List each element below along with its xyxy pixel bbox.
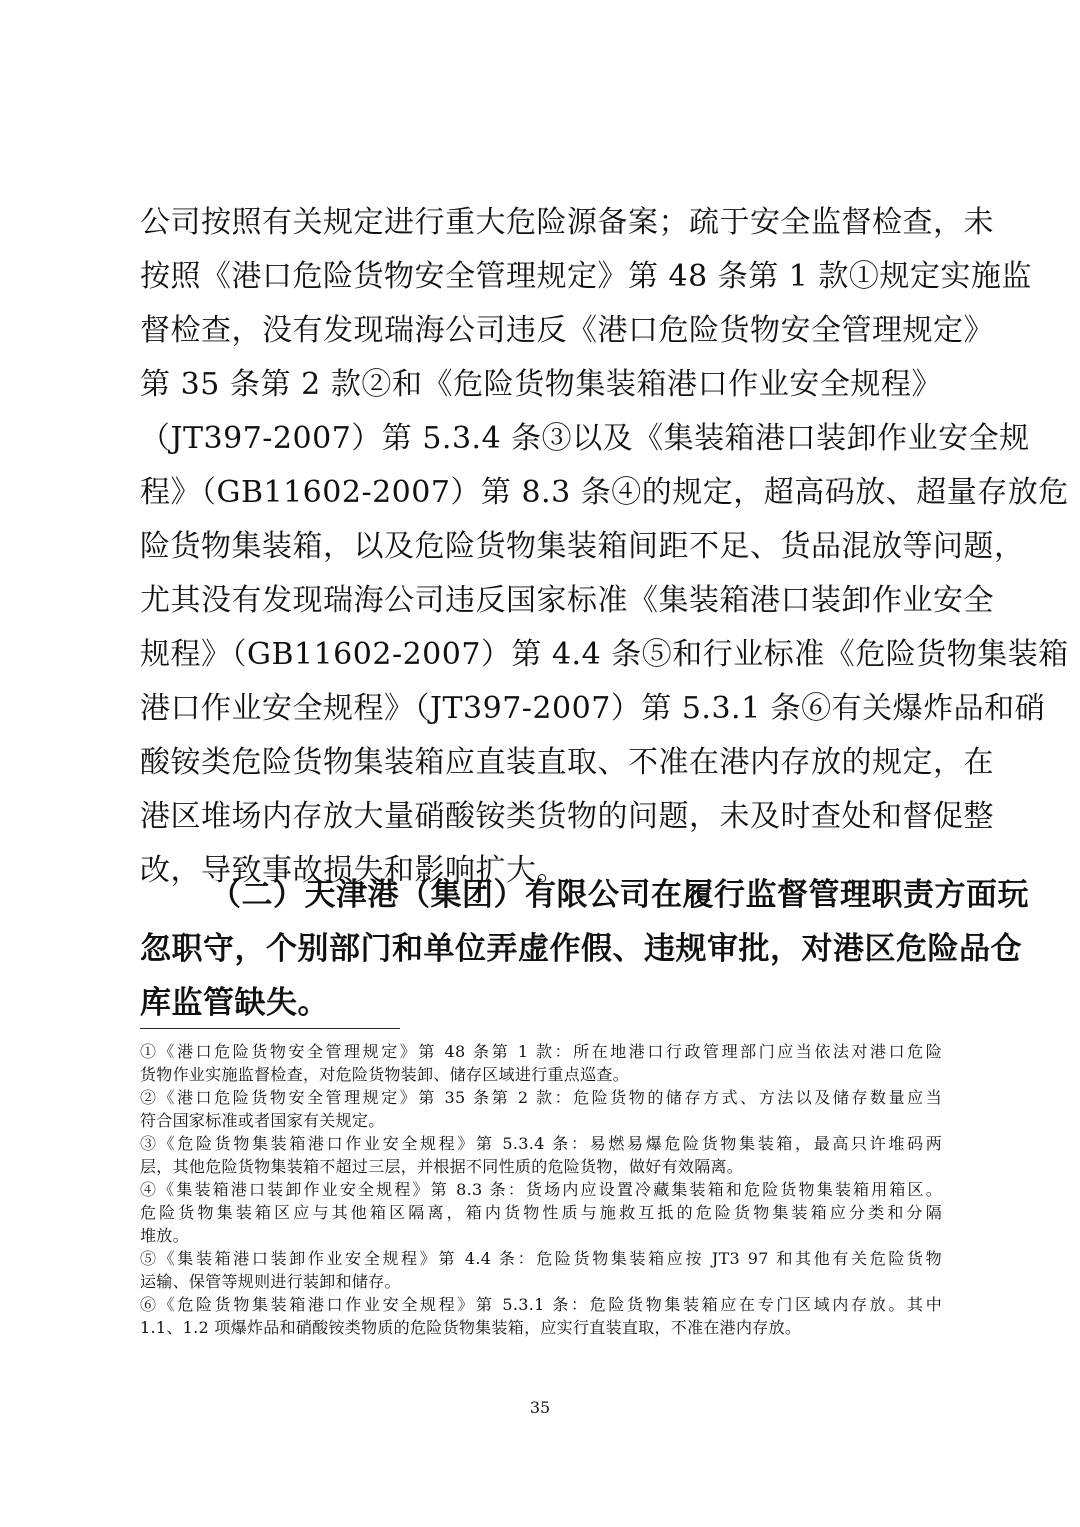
footnote-line: 1.1、1.2 项爆炸品和硝酸铵类物质的危险货物集装箱，应实行直装直取，不准在港内存放。	[140, 1318, 802, 1337]
footnote-line: ⑤《集装箱港口装卸作业安全规程》第 4.4 条：危险货物集装箱应按 JT3 97 和其他有关危险货物	[140, 1249, 942, 1268]
body-line: 按照《港口危险货物安全管理规定》第 48 条第 1 款①规定实施监	[140, 259, 1032, 294]
footnote-line: 符合国家标准或者国家有关规定。	[140, 1111, 385, 1130]
body-line: 规程》（GB11602-2007）第 4.4 条⑤和行业标准《危险货物集装箱	[140, 637, 1069, 672]
footnote-line: 堆放。	[140, 1226, 189, 1245]
section-heading	[140, 868, 1029, 1030]
footnote-line: ①《港口危险货物安全管理规定》第 48 条第 1 款：所在地港口行政管理部门应当依法对港口危险	[140, 1042, 942, 1061]
body-line: 督检查，没有发现瑞海公司违反《港口危险货物安全管理规定》	[140, 313, 994, 348]
footnote-line: 层，其他危险货物集装箱不超过三层，并根据不同性质的危险货物，做好有效隔离。	[140, 1157, 744, 1176]
heading-line: 忽职守，个别部门和单位弄虚作假、违规审批，对港区危险品仓	[140, 931, 1022, 967]
page-number: 35	[529, 1398, 551, 1417]
body-line: 港口作业安全规程》（JT397-2007）第 5.3.1 条⑥有关爆炸品和硝	[140, 691, 1046, 726]
heading-line: （二）天津港（集团）有限公司在履行监督管理职责方面玩	[210, 877, 1029, 913]
heading-line: 库监管缺失。	[140, 985, 329, 1021]
footnote-line: 货物作业实施监督检查，对危险货物装卸、储存区域进行重点巡查。	[140, 1065, 630, 1084]
body-paragraph	[140, 196, 1069, 898]
footnotes	[140, 1040, 942, 1339]
body-line: 程》（GB11602-2007）第 8.3 条④的规定，超高码放、超量存放危	[140, 475, 1069, 510]
footnote-line: 运输、保管等规则进行装卸和储存。	[140, 1272, 401, 1291]
footnote-line: ②《港口危险货物安全管理规定》第 35 条第 2 款：危险货物的储存方式、方法以及储存数量应当	[140, 1088, 942, 1107]
body-line: （JT397-2007）第 5.3.4 条③以及《集装箱港口装卸作业安全规	[140, 421, 1030, 456]
body-line: 酸铵类危险货物集装箱应直装直取、不准在港内存放的规定，在	[140, 745, 994, 780]
body-line: 改，导致事故损失和影响扩大。	[140, 853, 567, 888]
body-line: 尤其没有发现瑞海公司违反国家标准《集装箱港口装卸作业安全	[140, 583, 994, 618]
footnote-line: 危险货物集装箱区应与其他箱区隔离，箱内货物性质与施救互抵的危险货物集装箱应分类和分隔	[140, 1203, 942, 1222]
body-line: 第 35 条第 2 款②和《危险货物集装箱港口作业安全规程》	[140, 367, 942, 402]
body-line: 公司按照有关规定进行重大危险源备案；疏于安全监督检查，未	[140, 205, 994, 240]
footnote-line: ⑥《危险货物集装箱港口作业安全规程》第 5.3.1 条：危险货物集装箱应在专门区域内存放。其中	[140, 1295, 942, 1314]
footnote-line: ③《危险货物集装箱港口作业安全规程》第 5.3.4 条：易燃易爆危险货物集装箱，最高只许堆码两	[140, 1134, 942, 1153]
body-line: 港区堆场内存放大量硝酸铵类货物的问题，未及时查处和督促整	[140, 799, 994, 834]
body-line: 险货物集装箱，以及危险货物集装箱间距不足、货品混放等问题，	[140, 529, 1025, 564]
footnote-separator	[140, 1028, 400, 1029]
footnote-line: ④《集装箱港口装卸作业安全规程》第 8.3 条：货场内应设置冷藏集装箱和危险货物集装箱用箱区。	[140, 1180, 942, 1199]
